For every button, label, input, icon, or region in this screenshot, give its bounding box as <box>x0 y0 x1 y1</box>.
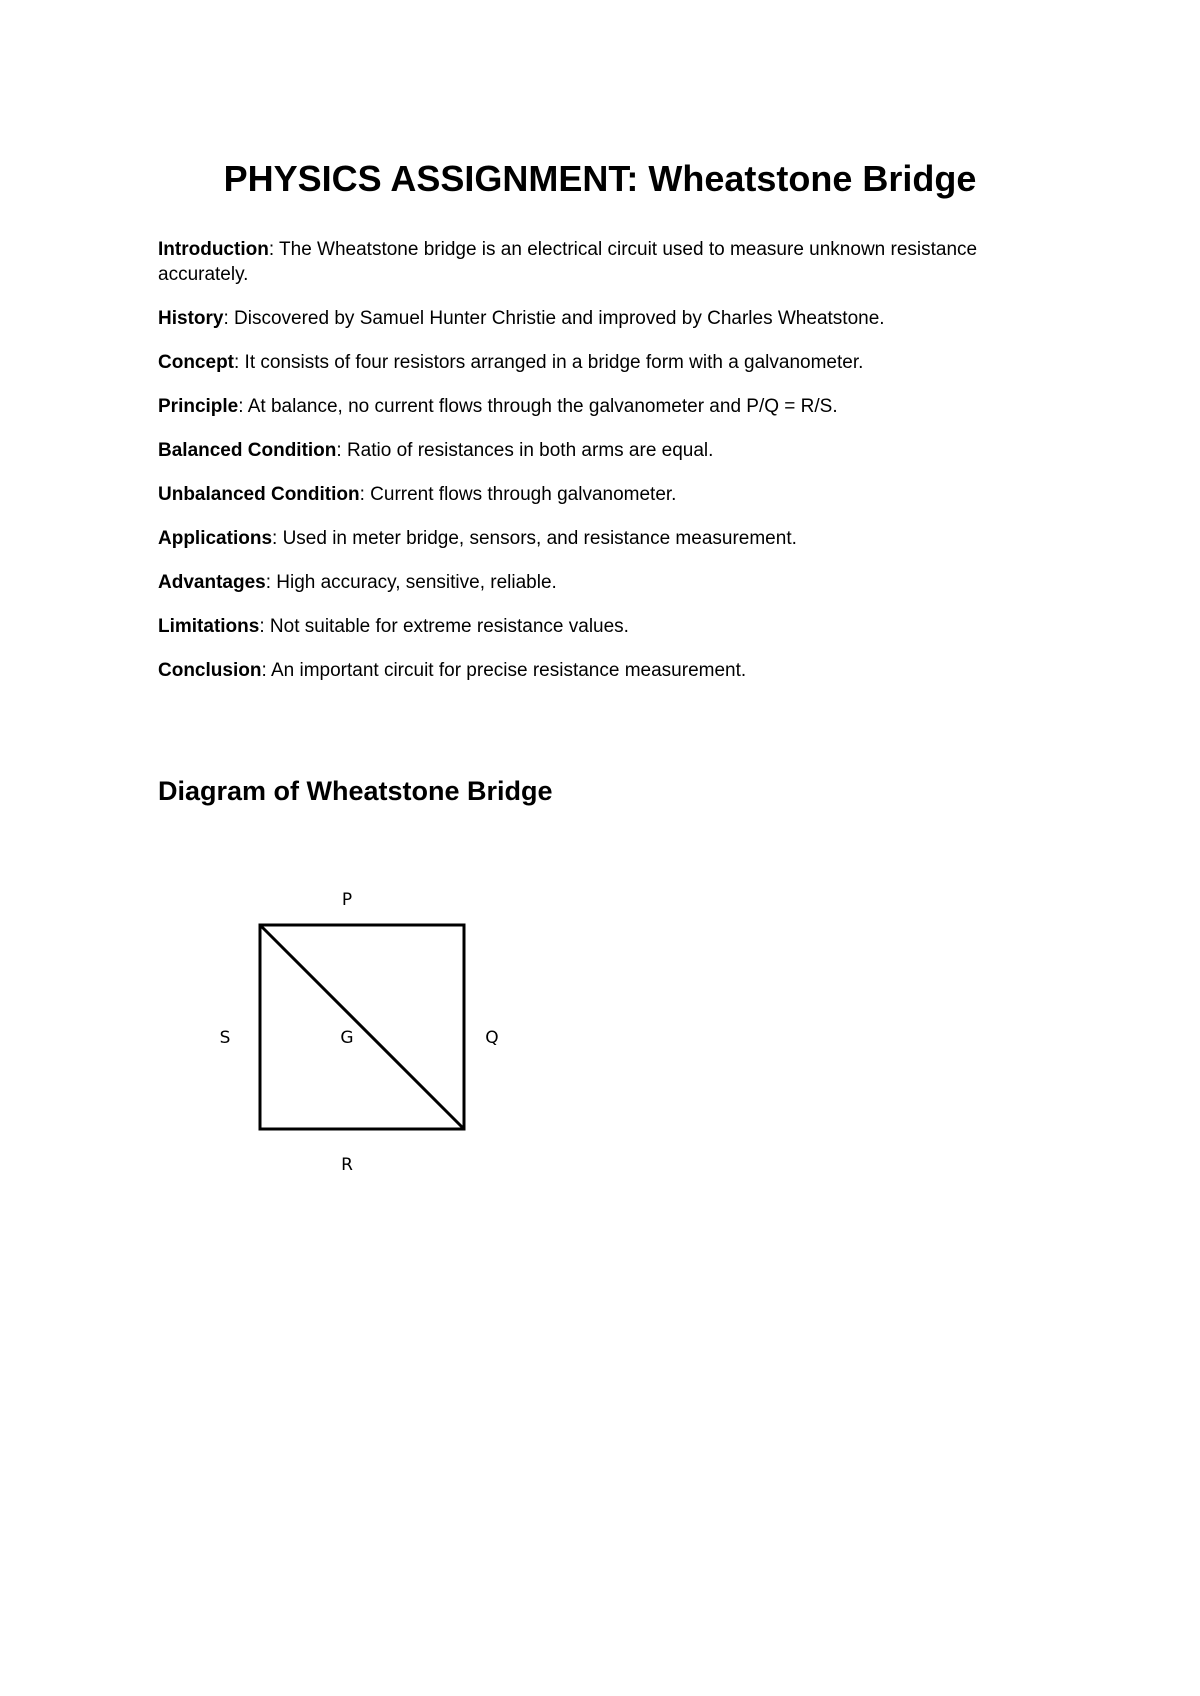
section-label: Principle <box>158 396 239 417</box>
section-text: : It consists of four resistors arranged in a bridge form with a galvanometer. <box>234 352 864 373</box>
label-p: P <box>341 890 353 910</box>
label-q: Q <box>485 1028 499 1048</box>
section-text: : Discovered by Samuel Hunter Christie and improved by Charles Wheatstone. <box>223 308 885 329</box>
section-label: Advantages <box>158 572 266 593</box>
section-text: : Used in meter bridge, sensors, and resistance measurement. <box>272 528 797 549</box>
section-principle <box>158 394 1058 419</box>
section-label: History <box>158 308 224 329</box>
section-label: Limitations <box>158 616 260 637</box>
section-text: : Ratio of resistances in both arms are equal. <box>336 440 714 461</box>
label-s: S <box>219 1028 231 1048</box>
section-text: : The Wheatstone bridge is an electrical circuit used to measure unknown resistance accurately. <box>158 239 978 285</box>
section-label: Balanced Condition <box>158 440 337 461</box>
section-label: Applications <box>158 528 273 549</box>
section-limitations <box>158 614 1058 639</box>
sections-list <box>158 237 1058 702</box>
label-r: R <box>341 1155 353 1175</box>
label-g: G <box>340 1028 354 1048</box>
section-text: : Current flows through galvanometer. <box>359 484 677 505</box>
section-conclusion <box>158 658 1058 683</box>
diagram-heading: Diagram of Wheatstone Bridge <box>158 776 553 806</box>
section-text: : Not suitable for extreme resistance values. <box>259 616 629 637</box>
section-introduction <box>158 237 1058 287</box>
section-label: Unbalanced Condition <box>158 484 360 505</box>
section-label: Concept <box>158 352 234 373</box>
section-label: Conclusion <box>158 660 262 681</box>
section-concept <box>158 350 1058 375</box>
section-balanced-condition <box>158 438 1058 463</box>
section-text: : High accuracy, sensitive, reliable. <box>265 572 557 593</box>
section-text: : An important circuit for precise resistance measurement. <box>261 660 747 681</box>
page-title: PHYSICS ASSIGNMENT: Wheatstone Bridge <box>223 158 977 199</box>
section-advantages <box>158 570 1058 595</box>
section-history <box>158 306 1058 331</box>
galvanometer-diagonal <box>260 925 464 1129</box>
section-applications <box>158 526 1058 551</box>
section-text: : At balance, no current flows through the galvanometer and P/Q = R/S. <box>238 396 838 417</box>
wheatstone-bridge-diagram <box>200 880 520 1180</box>
section-label: Introduction <box>158 239 269 260</box>
section-unbalanced-condition <box>158 482 1058 507</box>
